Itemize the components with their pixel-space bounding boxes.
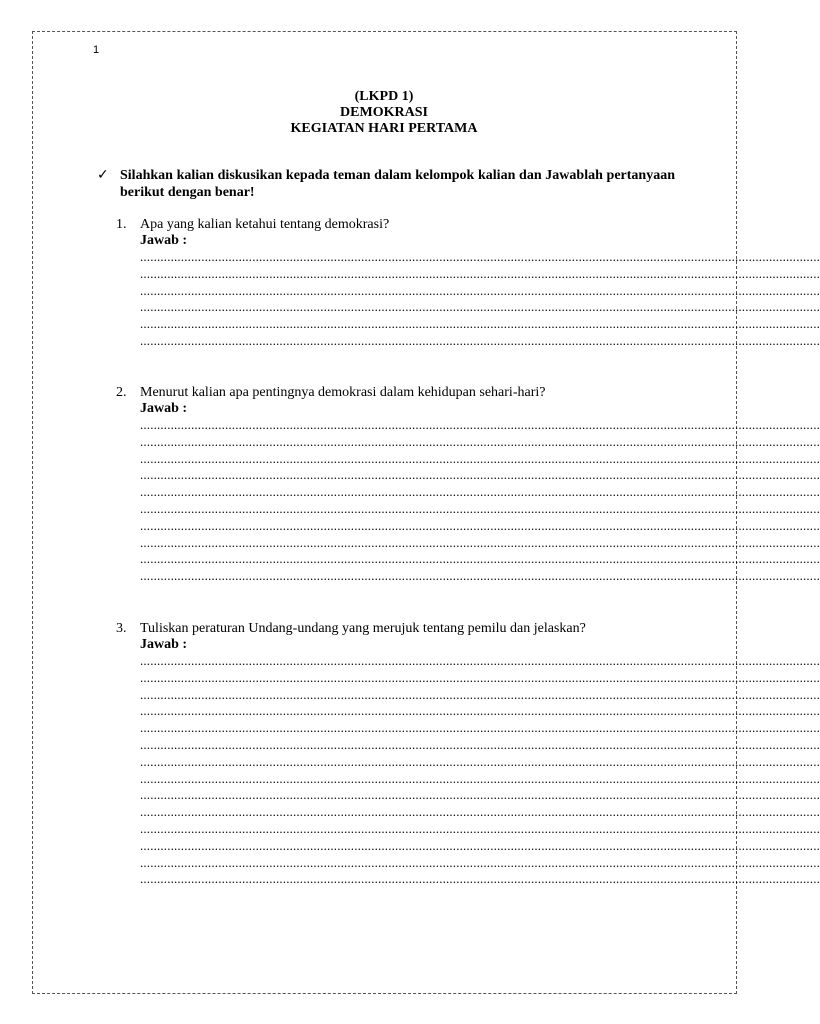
answer-line: ........................................................................................................................................................................................................ [140, 736, 820, 752]
answer-line: ........................................................................................................................................................................................................ [140, 332, 820, 348]
answer-line: ........................................................................................................................................................................................................ [140, 467, 820, 483]
answer-line: ........................................................................................................................................................................................................ [140, 770, 820, 786]
answer-line: ........................................................................................................................................................................................................ [140, 534, 820, 550]
answer-line: ........................................................................................................................................................................................................ [140, 551, 820, 567]
worksheet-code: (LKPD 1) [354, 89, 414, 104]
page-number: 1 [93, 44, 100, 56]
answer-line: ........................................................................................................................................................................................................ [140, 433, 820, 449]
answer-line: ........................................................................................................................................................................................................ [140, 500, 820, 516]
answer-line: ........................................................................................................................................................................................................ [140, 517, 820, 533]
answer-line: ........................................................................................................................................................................................................ [140, 820, 820, 836]
question-number: 3. [116, 621, 127, 636]
worksheet-activity: KEGIATAN HARI PERTAMA [290, 121, 478, 136]
checkmark-icon: ✓ [97, 167, 109, 183]
answer-line: ........................................................................................................................................................................................................ [140, 720, 820, 736]
answer-line: ........................................................................................................................................................................................................ [140, 669, 820, 685]
answer-line: ........................................................................................................................................................................................................ [140, 653, 820, 668]
instruction-text: Silahkan kalian diskusikan kepada teman dalam kelompok kalian dan Jawablah pertanyaan berikut dengan benar! [120, 168, 675, 200]
answer-line: ........................................................................................................................................................................................................ [140, 484, 820, 500]
answer-line: ........................................................................................................................................................................................................ [140, 299, 820, 315]
worksheet-heading [0, 89, 768, 137]
answer-line: ........................................................................................................................................................................................................ [140, 703, 820, 719]
answer-lines [140, 653, 820, 888]
answer-lines [140, 417, 820, 585]
answer-line: ........................................................................................................................................................................................................ [140, 450, 820, 466]
answer-line: ........................................................................................................................................................................................................ [140, 686, 820, 702]
answer-line: ........................................................................................................................................................................................................ [140, 837, 820, 853]
question-3 [116, 621, 820, 888]
answer-line: ........................................................................................................................................................................................................ [140, 265, 820, 281]
question-text: Tuliskan peraturan Undang-undang yang merujuk tentang pemilu dan jelaskan? [140, 621, 586, 636]
question-2 [116, 385, 820, 585]
answer-line: ........................................................................................................................................................................................................ [140, 804, 820, 820]
question-number: 2. [116, 385, 127, 400]
worksheet-topic: DEMOKRASI [340, 105, 428, 120]
answer-line: ........................................................................................................................................................................................................ [140, 568, 820, 584]
question-text: Menurut kalian apa pentingnya demokrasi dalam kehidupan sehari-hari? [140, 385, 546, 400]
answer-line: ........................................................................................................................................................................................................ [140, 854, 820, 870]
answer-label: Jawab : [140, 401, 188, 416]
answer-line: ........................................................................................................................................................................................................ [140, 753, 820, 769]
answer-label: Jawab : [140, 637, 188, 652]
answer-line: ........................................................................................................................................................................................................ [140, 787, 820, 803]
question-number: 1. [116, 217, 127, 232]
answer-lines [140, 249, 820, 350]
answer-line: ........................................................................................................................................................................................................ [140, 871, 820, 887]
answer-line: ........................................................................................................................................................................................................ [140, 316, 820, 332]
answer-line: ........................................................................................................................................................................................................ [140, 249, 820, 264]
question-1 [116, 217, 820, 350]
answer-line: ........................................................................................................................................................................................................ [140, 417, 820, 432]
question-text: Apa yang kalian ketahui tentang demokrasi? [140, 217, 390, 232]
answer-line: ........................................................................................................................................................................................................ [140, 282, 820, 298]
instruction [97, 167, 675, 201]
answer-label: Jawab : [140, 233, 188, 248]
